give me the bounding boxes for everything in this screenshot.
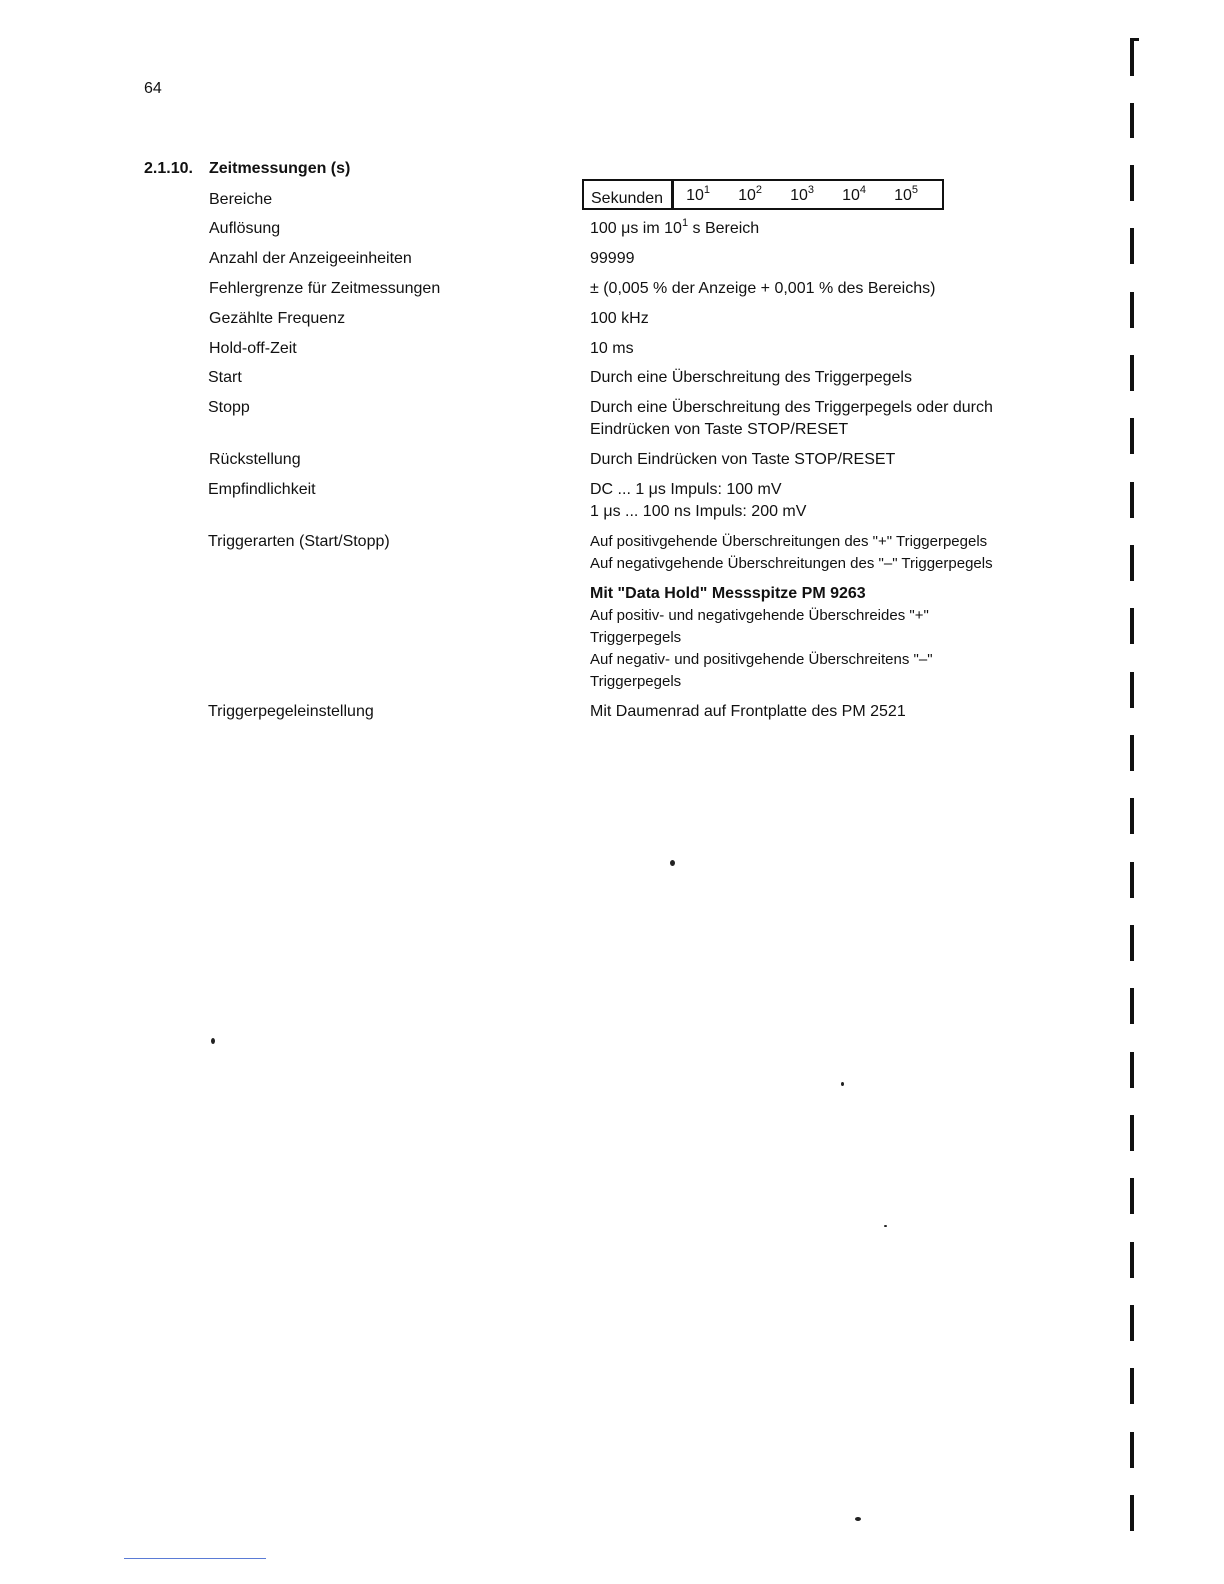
binder-mark	[1130, 1052, 1134, 1088]
range-cell: $10^4$	[842, 183, 866, 204]
value-aufloesung: 100 μs im $10^1$ s Bereich	[590, 216, 760, 237]
scan-speck	[855, 1517, 861, 1521]
range-table	[582, 179, 944, 210]
scan-speck	[841, 1082, 844, 1086]
binder-mark	[1130, 925, 1134, 961]
binder-mark	[1130, 672, 1134, 708]
range-table-header: Sekunden	[584, 181, 674, 208]
binder-mark	[1130, 988, 1134, 1024]
binder-mark	[1130, 1432, 1134, 1468]
value-empfindlichkeit: DC ... 1 μs Impuls: 100 mV 1 μs ... 100 ns Impuls: 200 mV	[590, 481, 807, 520]
binder-mark	[1130, 1495, 1134, 1531]
binder-mark	[1130, 608, 1134, 644]
binder-mark	[1130, 418, 1134, 454]
binder-mark	[1130, 38, 1134, 76]
binder-mark	[1130, 103, 1134, 138]
section-number: 2.1.10.	[144, 160, 193, 177]
footnote-rule	[124, 1558, 266, 1559]
binder-mark	[1130, 1115, 1134, 1151]
section-title: Zeitmessungen (s)	[209, 160, 351, 177]
label-rueckstellung: Rückstellung	[209, 451, 301, 468]
binder-mark	[1130, 862, 1134, 898]
range-cell: $10^1$	[686, 183, 710, 204]
label-stopp: Stopp	[208, 399, 250, 416]
binder-mark	[1130, 355, 1134, 391]
label-frequenz: Gezählte Frequenz	[209, 310, 346, 327]
value-fehlergrenze: ± (0,005 % der Anzeige + 0,001 % des Bereichs)	[590, 280, 936, 297]
label-start: Start	[208, 369, 242, 386]
section-heading	[144, 160, 350, 178]
binder-mark	[1130, 735, 1134, 771]
binder-mark	[1130, 165, 1134, 201]
value-rueckstellung: Durch Eindrücken von Taste STOP/RESET	[590, 451, 896, 468]
range-cell: $10^5$	[894, 183, 918, 204]
binder-mark	[1130, 1178, 1134, 1214]
value-triggerarten: Auf positivgehende Überschreitungen des "+" Triggerpegels Auf negativgehende Überschreitungen des "–" Triggerpegels	[590, 533, 993, 572]
binder-mark	[1130, 545, 1134, 581]
value-triggerpegel: Mit Daumenrad auf Frontplatte des PM 2521	[590, 703, 906, 720]
label-triggerarten: Triggerarten (Start/Stopp)	[208, 533, 390, 550]
value-stopp: Durch eine Überschreitung des Triggerpegels oder durch Eindrücken von Taste STOP/RESET	[590, 399, 993, 438]
value-holdoff: 10 ms	[590, 340, 634, 357]
value-frequenz: 100 kHz	[590, 310, 649, 327]
scan-speck	[884, 1225, 887, 1227]
label-bereiche: Bereiche	[209, 191, 273, 208]
binder-mark	[1130, 228, 1134, 264]
value-data-hold: Mit "Data Hold" Messspitze PM 9263 Auf positiv- und negativgehende Überschreides "+" Triggerpegels Auf negativ- und positivgehende Überschreitens "–" Triggerpegels	[590, 585, 933, 690]
binder-mark	[1130, 1305, 1134, 1341]
data-hold-title: Mit "Data Hold" Messspitze PM 9263	[590, 585, 866, 602]
label-holdoff: Hold-off-Zeit	[209, 340, 297, 357]
label-empfindlichkeit: Empfindlichkeit	[208, 481, 316, 498]
binder-mark	[1130, 1368, 1134, 1404]
range-cell: $10^2$	[738, 183, 762, 204]
binder-mark	[1130, 292, 1134, 328]
label-triggerpegel: Triggerpegeleinstellung	[208, 703, 374, 720]
label-anzahl: Anzahl der Anzeigeeinheiten	[209, 250, 412, 267]
scan-speck	[670, 860, 675, 866]
binder-mark	[1130, 798, 1134, 834]
label-fehlergrenze: Fehlergrenze für Zeitmessungen	[209, 280, 441, 297]
binder-mark	[1130, 1242, 1134, 1278]
binder-mark	[1130, 482, 1134, 518]
value-anzahl: 99999	[590, 250, 635, 267]
value-start: Durch eine Überschreitung des Triggerpegels	[590, 369, 912, 386]
range-cell: $10^3$	[790, 183, 814, 204]
label-aufloesung: Auflösung	[209, 220, 281, 237]
range-table-cells	[674, 181, 946, 208]
page-number: 64	[144, 80, 162, 97]
scan-speck	[211, 1038, 215, 1044]
